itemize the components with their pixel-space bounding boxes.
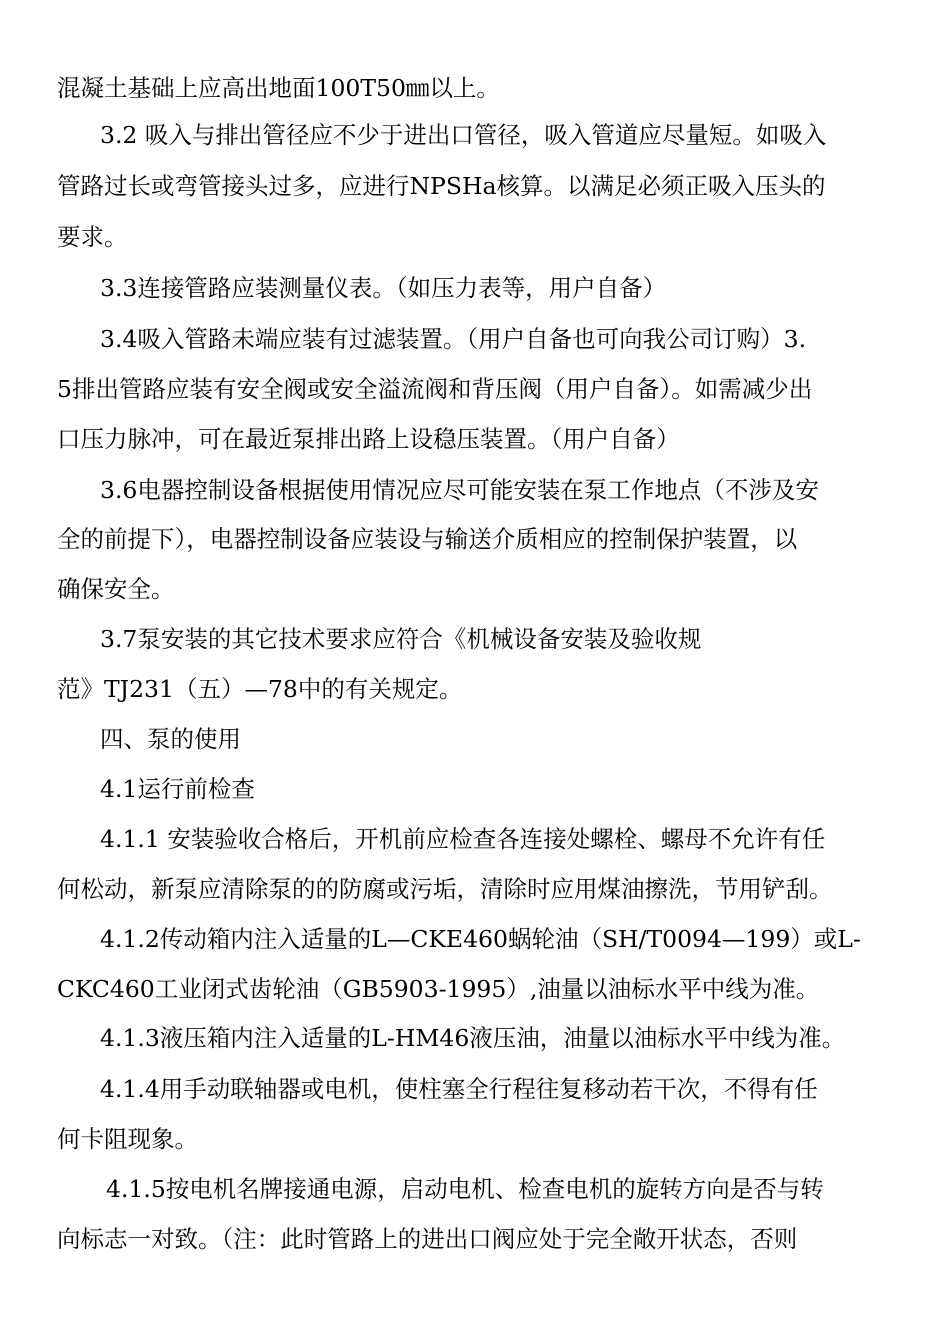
- text-line: 何卡阻现象。: [57, 1125, 198, 1153]
- text-line: 确保安全。: [57, 575, 175, 603]
- text-line: 范》TJ231（五）—78中的有关规定。: [57, 675, 463, 703]
- text-line: 4.1.5按电机名牌接通电源，启动电机、检查电机的旋转方向是否与转: [106, 1175, 824, 1203]
- text-line: 4.1.1 安装验收合格后，开机前应检查各连接处螺栓、螺母不允许有任: [100, 825, 826, 853]
- text-line: 向标志一对致。（注：此时管路上的进出口阀应处于完全敞开状态，否则: [57, 1225, 798, 1253]
- text-line: 3.3连接管路应装测量仪表。（如压力表等，用户自备）: [100, 274, 667, 302]
- text-line: 3.6电器控制设备根据使用情况应尽可能安装在泵工作地点（不涉及安: [100, 476, 819, 504]
- text-line: 4.1.4用手动联轴器或电机，使柱塞全行程往复移动若干次，不得有任: [100, 1075, 818, 1103]
- subsection-heading: 4.1运行前检查: [100, 775, 255, 803]
- text-line: 口压力脉冲，可在最近泵排出路上设稳压装置。（用户自备）: [57, 425, 680, 453]
- text-line: 4.1.3液压箱内注入适量的L-HM46液压油，油量以油标水平中线为准。: [100, 1024, 846, 1052]
- text-line: 混凝土基础上应高出地面100T50㎜以上。: [57, 74, 500, 102]
- text-line: 4.1.2传动箱内注入适量的L—CKE460蜗轮油（SH/T0094—199）或L-: [100, 925, 861, 953]
- text-line: 全的前提下），电器控制设备应装设与输送介质相应的控制保护装置，以: [57, 525, 798, 553]
- text-line: 3.4吸入管路未端应装有过滤装置。（用户自备也可向我公司订购）3.: [100, 325, 807, 353]
- text-line: 管路过长或弯管接头过多，应进行NPSHa核算。以满足必须正吸入压头的: [57, 172, 826, 200]
- text-line: CKC460工业闭式齿轮油（GB5903-1995）,油量以油标水平中线为准。: [57, 975, 820, 1003]
- text-line: 3.7泵安装的其它技术要求应符合《机械设备安装及验收规: [100, 625, 702, 653]
- text-line: 3.2 吸入与排出管径应不少于进出口管径，吸入管道应尽量短。如吸入: [100, 121, 827, 149]
- section-heading: 四、泵的使用: [100, 725, 241, 753]
- text-line: 何松动，新泵应清除泵的的防腐或污垢，清除时应用煤油擦洗，节用铲刮。: [57, 875, 833, 903]
- text-line: 要求。: [57, 223, 128, 251]
- text-line: 5排出管路应装有安全阀或安全溢流阀和背压阀（用户自备）。如需减少出: [57, 375, 813, 403]
